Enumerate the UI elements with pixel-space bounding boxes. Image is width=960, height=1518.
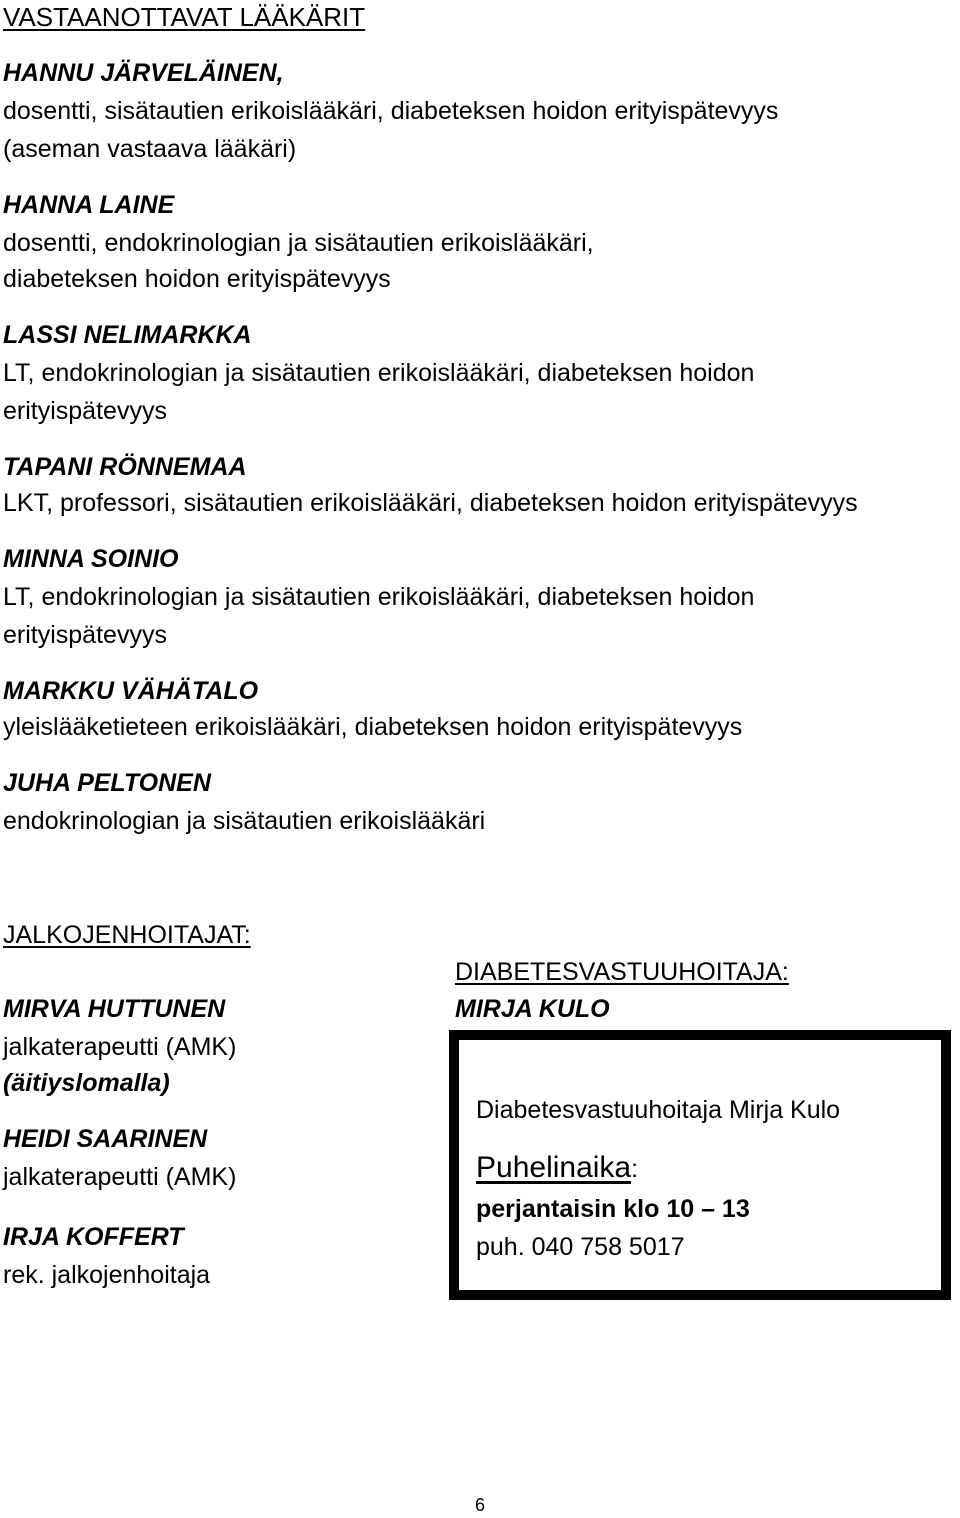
page-number: 6 — [474, 1495, 485, 1515]
foot-care-note: (äitiyslomalla) — [3, 1069, 170, 1097]
doctor-description: LKT, professori, sisätautien erikoislääkäri, diabeteksen hoidon erityispätevyys — [3, 489, 858, 517]
foot-care-heading: JALKOJENHOITAJAT: — [3, 921, 251, 949]
phone-hours-value: perjantaisin klo 10 – 13 — [476, 1195, 750, 1223]
contact-nurse-line: Diabetesvastuuhoitaja Mirja Kulo — [476, 1096, 841, 1124]
doctor-name: HANNU JÄRVELÄINEN, — [3, 59, 284, 87]
doctor-description: diabeteksen hoidon erityispätevyys — [3, 265, 391, 293]
doctor-description: dosentti, endokrinologian ja sisätautien erikoislääkäri, — [3, 229, 594, 257]
doctor-description: dosentti, sisätautien erikoislääkäri, diabeteksen hoidon erityispätevyys — [3, 97, 779, 125]
foot-care-name: HEIDI SAARINEN — [3, 1125, 208, 1153]
page-title: VASTAANOTTAVAT LÄÄKÄRIT — [3, 2, 366, 32]
phone-hours-label: Puhelinaika: — [476, 1151, 639, 1184]
phone-number: puh. 040 758 5017 — [476, 1233, 685, 1261]
doctor-description: erityispätevyys — [3, 397, 167, 425]
doctor-name: MINNA SOINIO — [3, 545, 179, 573]
diabetes-nurse-heading: DIABETESVASTUUHOITAJA: — [455, 958, 789, 986]
doctor-name: MARKKU VÄHÄTALO — [3, 677, 259, 705]
diabetes-nurse-name: MIRJA KULO — [455, 995, 610, 1023]
doctor-description: erityispätevyys — [3, 621, 167, 649]
doctor-description: endokrinologian ja sisätautien erikoislääkäri — [3, 807, 486, 835]
doctor-description: (aseman vastaava lääkäri) — [3, 135, 297, 163]
doctor-description: yleislääketieteen erikoislääkäri, diabeteksen hoidon erityispätevyys — [3, 713, 743, 741]
foot-care-title: rek. jalkojenhoitaja — [3, 1261, 211, 1289]
foot-care-title: jalkaterapeutti (AMK) — [3, 1163, 237, 1191]
foot-care-title: jalkaterapeutti (AMK) — [3, 1033, 237, 1061]
foot-care-name: MIRVA HUTTUNEN — [3, 995, 226, 1023]
doctor-description: LT, endokrinologian ja sisätautien erikoislääkäri, diabeteksen hoidon — [3, 583, 755, 611]
doctor-name: LASSI NELIMARKKA — [3, 321, 252, 349]
foot-care-name: IRJA KOFFERT — [3, 1223, 184, 1251]
doctor-name: JUHA PELTONEN — [3, 769, 211, 797]
doctor-description: LT, endokrinologian ja sisätautien erikoislääkäri, diabeteksen hoidon — [3, 359, 755, 387]
contact-info-box — [449, 1030, 951, 1300]
doctor-name: HANNA LAINE — [3, 191, 175, 219]
doctor-name: TAPANI RÖNNEMAA — [3, 453, 247, 481]
